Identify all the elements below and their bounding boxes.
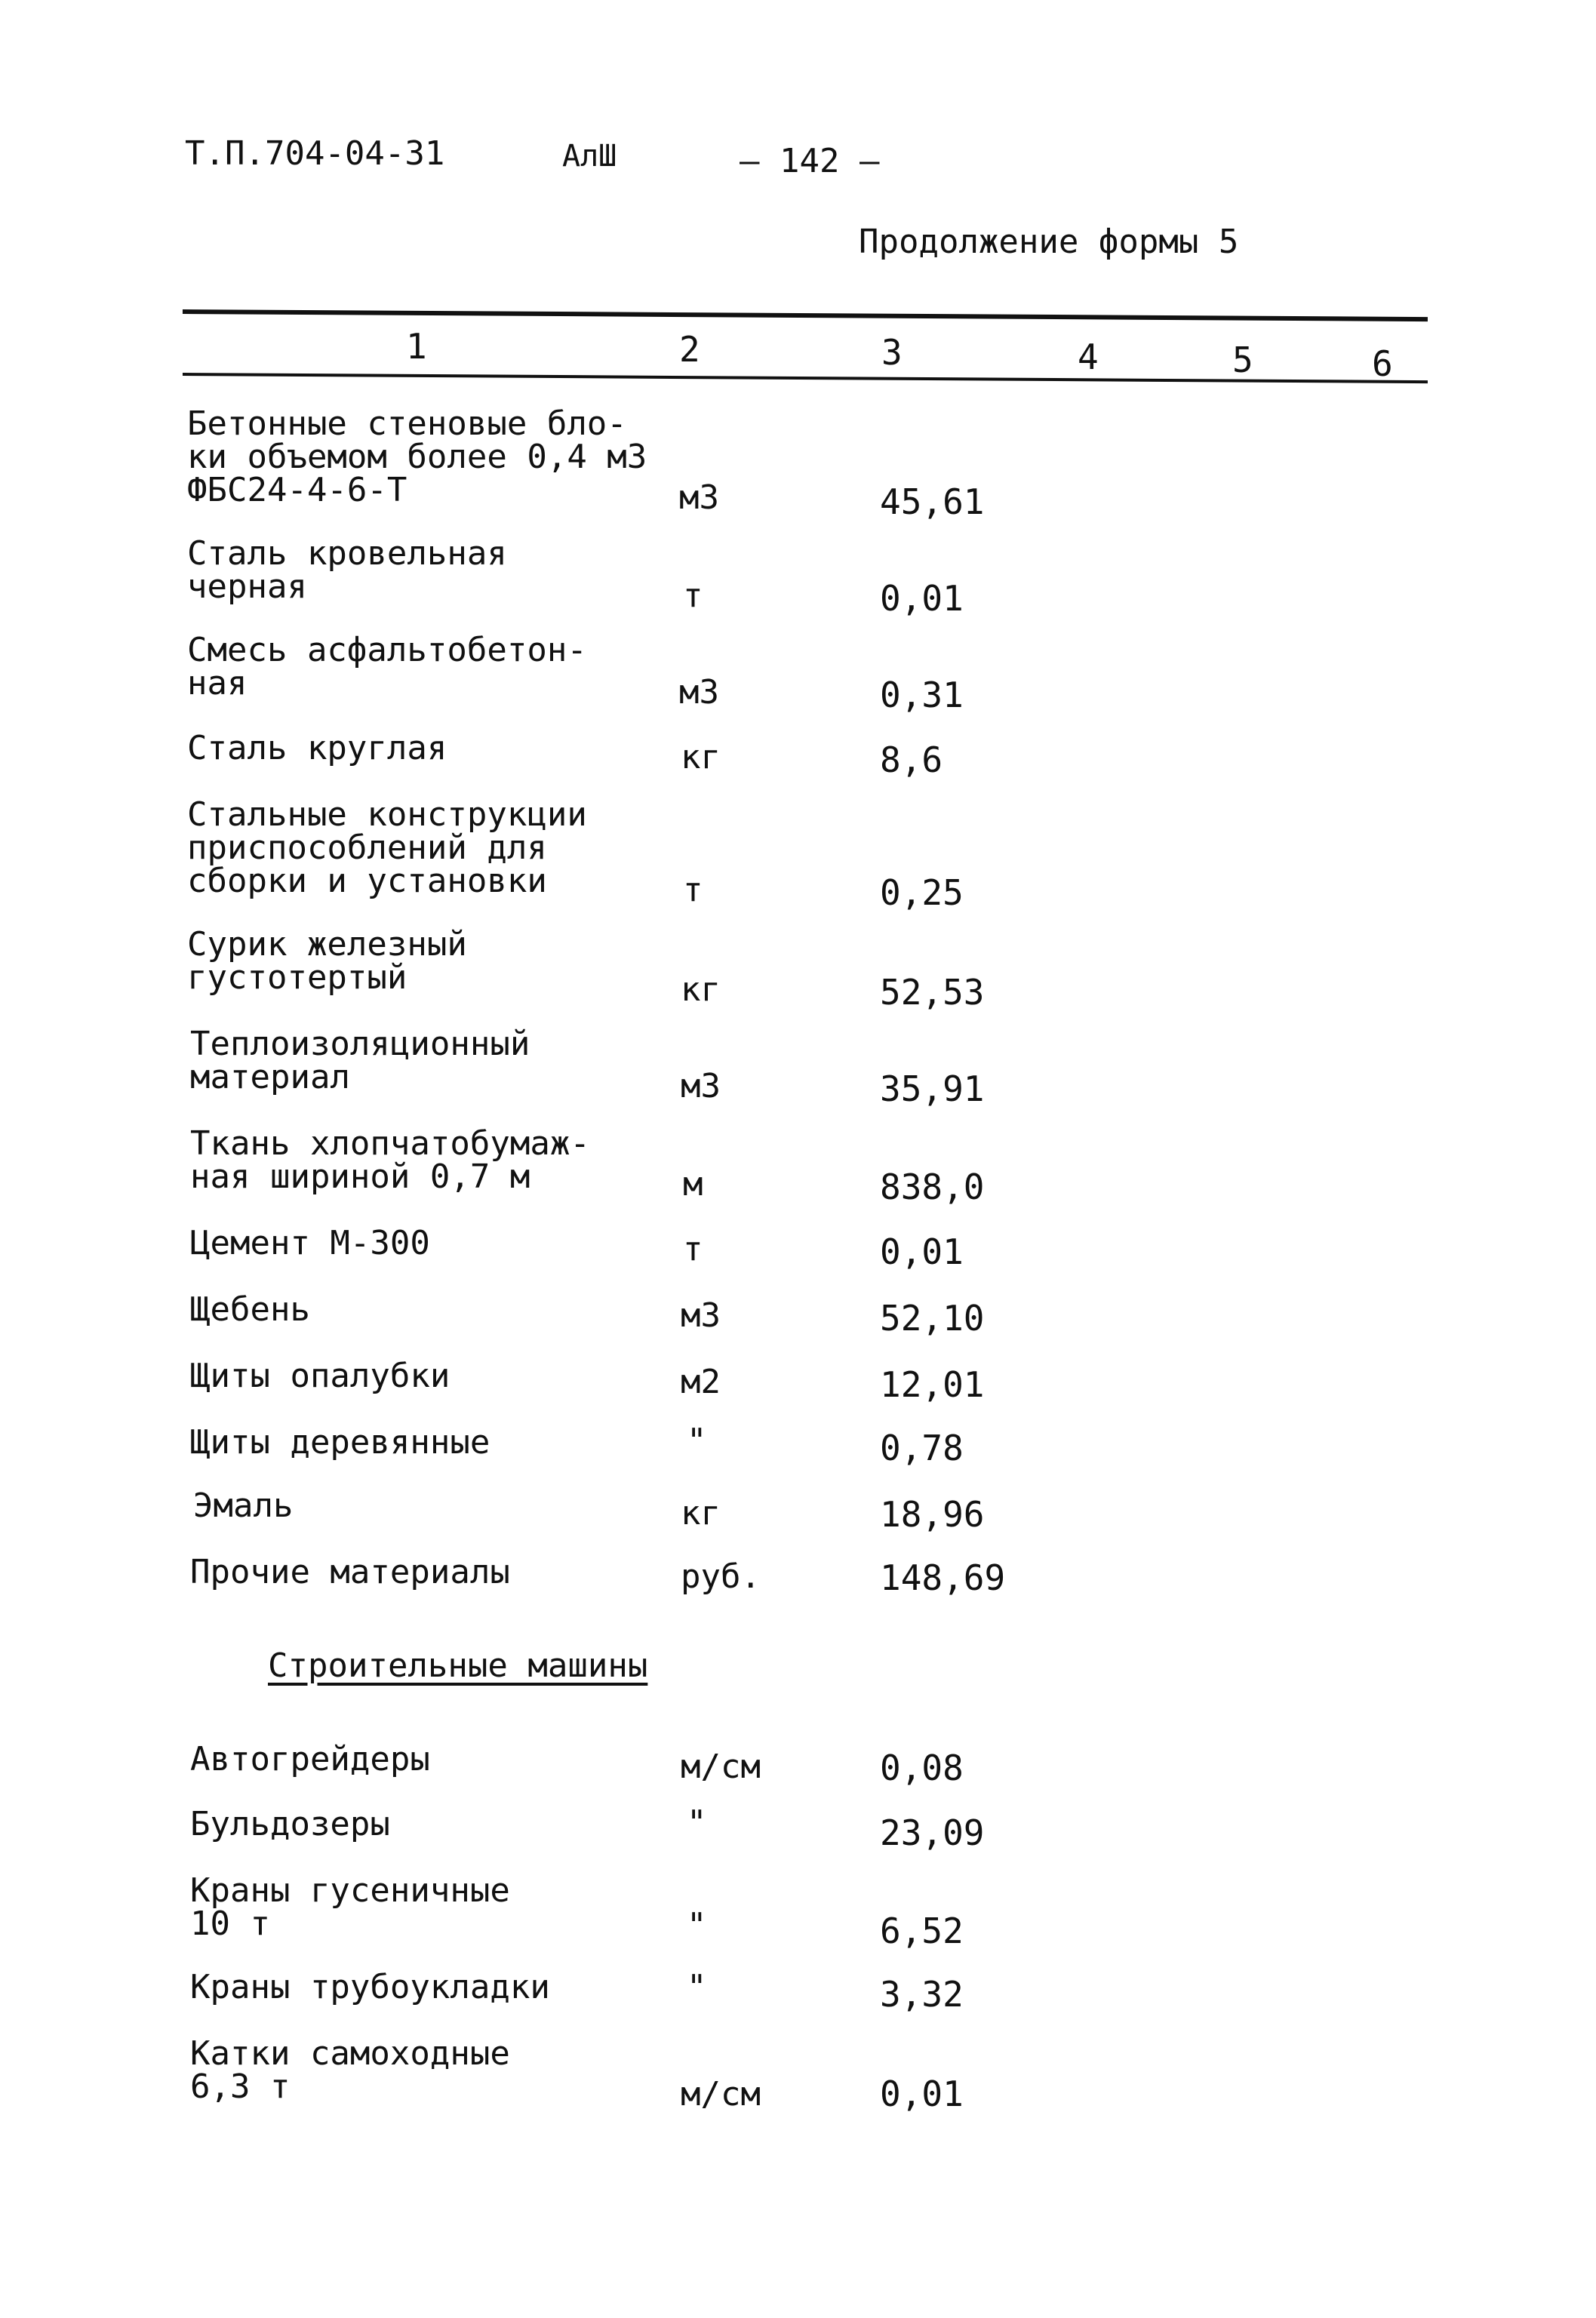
material-quantity: 0,01 bbox=[880, 578, 964, 619]
material-quantity: 52,53 bbox=[880, 972, 985, 1013]
machine-name: Краны гусеничные 10 т bbox=[190, 1871, 510, 1943]
material-name: Сурик железный густотертый bbox=[187, 925, 467, 997]
material-name: Прочие материалы bbox=[190, 1553, 510, 1591]
material-unit: руб. bbox=[681, 1557, 761, 1596]
machine-unit: м/см bbox=[681, 1748, 761, 1786]
material-name: Бетонные стеновые бло- ки объемом более 0,4 м3 ФБС24-4-6-Т bbox=[187, 404, 647, 509]
machine-quantity: 0,08 bbox=[880, 1748, 964, 1788]
column-header-1: 1 bbox=[406, 326, 427, 367]
machine-unit: " bbox=[687, 1906, 707, 1944]
material-quantity: 12,01 bbox=[880, 1364, 985, 1405]
machine-quantity: 3,32 bbox=[880, 1974, 964, 2015]
material-quantity: 8,6 bbox=[880, 739, 943, 780]
column-header-3: 3 bbox=[881, 332, 903, 373]
machine-unit: " bbox=[687, 1968, 707, 2006]
table-top-rule bbox=[183, 309, 1428, 321]
material-name: Эмаль bbox=[193, 1486, 294, 1525]
document-code: Т.П.704-04-31 bbox=[185, 134, 445, 173]
material-quantity: 0,01 bbox=[880, 1231, 964, 1272]
material-name: Щиты опалубки bbox=[190, 1357, 451, 1395]
material-unit: м2 bbox=[681, 1363, 721, 1401]
page-number: — 142 — bbox=[740, 142, 880, 180]
machine-unit: " bbox=[687, 1803, 707, 1842]
material-unit: м3 bbox=[681, 1067, 721, 1105]
material-quantity: 35,91 bbox=[880, 1068, 985, 1109]
column-header-4: 4 bbox=[1078, 337, 1099, 377]
material-name: Щебень bbox=[190, 1290, 310, 1329]
material-unit: м3 bbox=[679, 673, 719, 712]
machine-unit: м/см bbox=[681, 2075, 761, 2114]
column-header-6: 6 bbox=[1372, 343, 1393, 384]
material-quantity: 0,25 bbox=[880, 872, 964, 913]
material-quantity: 148,69 bbox=[880, 1557, 1006, 1598]
material-name: Ткань хлопчатобумаж- ная шириной 0,7 м bbox=[190, 1124, 590, 1196]
material-unit: кг bbox=[681, 970, 721, 1009]
material-name: Сталь круглая bbox=[187, 729, 447, 767]
material-unit: м3 bbox=[679, 478, 719, 517]
material-unit: т bbox=[683, 1230, 703, 1268]
material-unit: м bbox=[683, 1165, 703, 1204]
material-name: Цемент М-300 bbox=[190, 1224, 430, 1262]
material-unit: т bbox=[683, 576, 703, 615]
material-unit: кг bbox=[681, 1494, 721, 1533]
column-header-5: 5 bbox=[1232, 340, 1253, 380]
material-quantity: 0,78 bbox=[880, 1428, 964, 1468]
material-quantity: 52,10 bbox=[880, 1298, 985, 1339]
material-name: Смесь асфальтобетон- ная bbox=[187, 631, 587, 702]
machine-quantity: 0,01 bbox=[880, 2074, 964, 2114]
machine-quantity: 23,09 bbox=[880, 1812, 985, 1853]
machine-name: Автогрейдеры bbox=[190, 1740, 430, 1778]
album-code: АлШ bbox=[562, 139, 617, 174]
machine-name: Краны трубоукладки bbox=[190, 1968, 550, 2006]
section-title-machines: Строительные машины bbox=[268, 1646, 648, 1685]
material-name: Теплоизоляционный материал bbox=[190, 1025, 530, 1096]
material-name: Стальные конструкции приспособлений для сборки и установки bbox=[187, 795, 587, 900]
machine-name: Катки самоходные 6,3 т bbox=[190, 2034, 510, 2106]
material-unit: " bbox=[687, 1422, 707, 1460]
machine-name: Бульдозеры bbox=[190, 1805, 390, 1843]
continuation-title: Продолжение формы 5 bbox=[859, 223, 1239, 261]
material-quantity: 0,31 bbox=[880, 675, 964, 715]
material-quantity: 18,96 bbox=[880, 1494, 985, 1535]
material-unit: т bbox=[683, 871, 703, 909]
material-unit: м3 bbox=[681, 1296, 721, 1335]
material-quantity: 45,61 bbox=[880, 481, 985, 522]
material-name: Сталь кровельная черная bbox=[187, 534, 507, 606]
column-header-2: 2 bbox=[679, 329, 700, 370]
material-name: Щиты деревянные bbox=[190, 1423, 490, 1462]
material-quantity: 838,0 bbox=[880, 1167, 985, 1207]
machine-quantity: 6,52 bbox=[880, 1911, 964, 1951]
material-unit: кг bbox=[681, 738, 721, 776]
